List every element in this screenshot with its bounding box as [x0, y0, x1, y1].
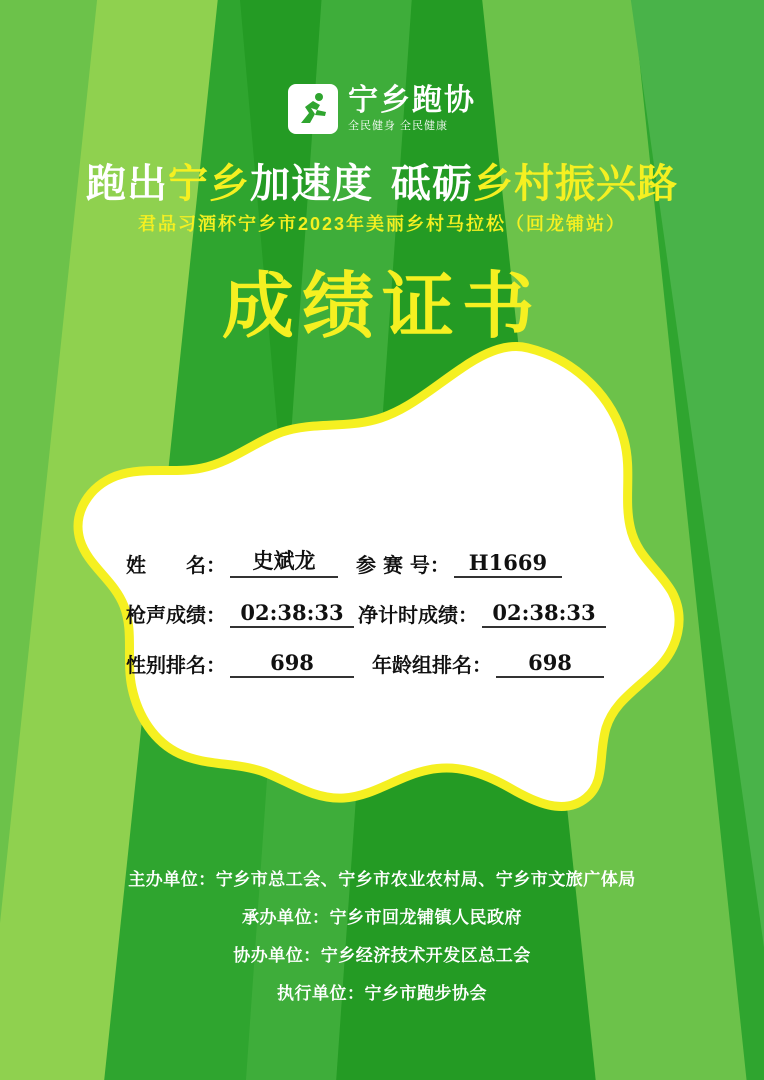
name-label: 姓 名：: [126, 553, 226, 577]
slogan-part-1: 跑出: [86, 162, 168, 206]
age-group-rank-value: 698: [496, 650, 604, 678]
age-group-rank-label: 年龄组排名：: [372, 653, 492, 677]
gun-time-label: 枪声成绩：: [126, 603, 226, 627]
brand-logo: [0, 84, 764, 134]
net-time-label: 净计时成绩：: [358, 603, 478, 627]
gender-rank-value: 698: [230, 650, 354, 678]
slogan-highlight-1: 宁乡: [168, 162, 250, 206]
result-row-rank: [126, 649, 646, 678]
page-title: 成绩证书: [221, 264, 542, 348]
gun-time-value: 02:38:33: [230, 600, 354, 628]
gender-rank-label: 性别排名：: [126, 653, 226, 677]
result-row-name: [126, 545, 646, 578]
net-time-value: 02:38:33: [482, 600, 606, 628]
organizer-line: 执行单位：宁乡市跑步协会: [277, 984, 487, 1003]
bib-label: 参 赛 号：: [356, 553, 450, 577]
slogan-highlight-2: 乡村振兴路: [473, 162, 678, 206]
running-person-icon: [288, 84, 338, 134]
result-details: [126, 545, 646, 699]
region-map-shape: [58, 330, 708, 840]
organizer-line: 承办单位：宁乡市回龙铺镇人民政府: [242, 908, 522, 927]
result-row-gun-time: [126, 599, 646, 628]
organizer-line: 协办单位：宁乡经济技术开发区总工会: [233, 946, 531, 965]
event-subtitle: 君品习酒杯宁乡市2023年美丽乡村马拉松（回龙铺站）: [137, 214, 627, 234]
bib-value: H1669: [454, 550, 562, 578]
brand-logo-text: [348, 86, 476, 132]
slogan-part-3: 砥砺: [391, 162, 473, 206]
organizers-list: [0, 865, 764, 1017]
brand-name: 宁乡跑协: [348, 84, 476, 117]
organizer-line: 主办单位：宁乡市总工会、宁乡市农业农村局、宁乡市文旅广体局: [128, 870, 636, 889]
slogan-part-2: 加速度: [250, 162, 373, 206]
event-slogan: [0, 152, 764, 209]
brand-tagline: 全民健身 全民健康: [348, 120, 449, 132]
name-value: 史斌龙: [230, 545, 338, 578]
